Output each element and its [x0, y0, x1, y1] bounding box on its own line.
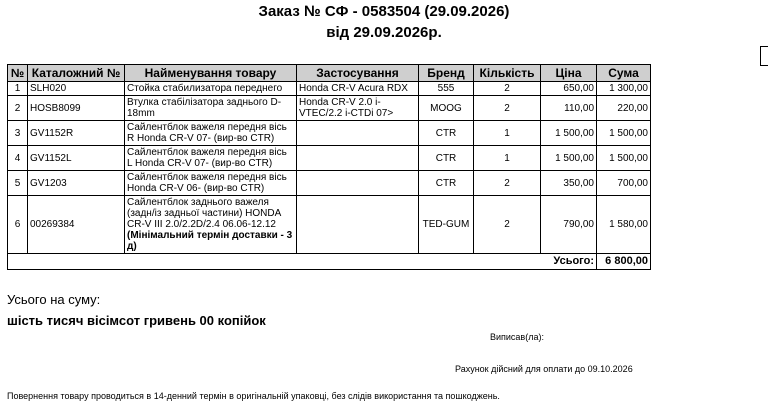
- row-catalog: HOSB8099: [28, 96, 125, 121]
- row-qty: 2: [474, 82, 541, 96]
- row-name: Стойка стабилизатора переднего: [125, 82, 297, 96]
- col-header-qty: Кількість: [474, 65, 541, 82]
- delivery-note: (Мінімальний термін доставки - 3 д): [127, 230, 293, 252]
- col-header-application: Застосування: [297, 65, 419, 82]
- row-sum: 1 580,00: [597, 196, 651, 254]
- row-num: 6: [8, 196, 28, 254]
- row-application: [297, 146, 419, 171]
- row-name-cell: [125, 196, 297, 254]
- total-value: 6 800,00: [597, 254, 651, 270]
- row-brand: TED-GUM: [419, 196, 474, 254]
- row-num: 4: [8, 146, 28, 171]
- row-application: [297, 196, 419, 254]
- row-sum: 1 300,00: [597, 82, 651, 96]
- row-price: 350,00: [541, 171, 597, 196]
- row-sum: 1 500,00: [597, 146, 651, 171]
- row-application: Honda CR-V Acura RDX: [297, 82, 419, 96]
- total-label: Усього:: [8, 254, 597, 270]
- row-qty: 1: [474, 121, 541, 146]
- table-row: [8, 146, 651, 171]
- row-name: Сайлентблок важеля передня вісь L Honda CR-V 07- (вир-во CTR): [125, 146, 297, 171]
- col-header-catalog: Каталожний №: [28, 65, 125, 82]
- row-catalog: GV1152L: [28, 146, 125, 171]
- row-num: 1: [8, 82, 28, 96]
- row-brand: CTR: [419, 146, 474, 171]
- invoice-date: від 29.09.2026р.: [326, 24, 442, 41]
- table-row: [8, 82, 651, 96]
- invoice-title: Заказ № СФ - 0583504 (29.09.2026): [258, 3, 510, 20]
- row-application: [297, 171, 419, 196]
- issued-by-label: Виписав(ла):: [490, 332, 544, 342]
- row-brand: CTR: [419, 171, 474, 196]
- col-header-price: Ціна: [541, 65, 597, 82]
- table-row: [8, 196, 651, 254]
- sum-label: Усього на суму:: [7, 292, 101, 307]
- col-header-name: Найменування товару: [125, 65, 297, 82]
- row-application: Honda CR-V 2.0 i-VTEC/2.2 i-CTDi 07>: [297, 96, 419, 121]
- row-qty: 2: [474, 196, 541, 254]
- row-catalog: 00269384: [28, 196, 125, 254]
- row-qty: 2: [474, 96, 541, 121]
- row-sum: 700,00: [597, 171, 651, 196]
- row-num: 2: [8, 96, 28, 121]
- total-row: [8, 254, 651, 270]
- row-name: Сайлентблок важеля передня вісь R Honda CR-V 07- (вир-во CTR): [125, 121, 297, 146]
- row-catalog: GV1152R: [28, 121, 125, 146]
- table-row: [8, 171, 651, 196]
- sum-in-words: шість тисяч вісімсот гривень 00 копійок: [7, 313, 266, 328]
- row-num: 5: [8, 171, 28, 196]
- row-brand: CTR: [419, 121, 474, 146]
- row-catalog: GV1203: [28, 171, 125, 196]
- table-row: [8, 96, 651, 121]
- col-header-sum: Сума: [597, 65, 651, 82]
- row-sum: 220,00: [597, 96, 651, 121]
- row-num: 3: [8, 121, 28, 146]
- col-header-brand: Бренд: [419, 65, 474, 82]
- row-price: 650,00: [541, 82, 597, 96]
- row-brand: 555: [419, 82, 474, 96]
- row-application: [297, 121, 419, 146]
- row-qty: 2: [474, 171, 541, 196]
- row-brand: MOOG: [419, 96, 474, 121]
- row-catalog: SLH020: [28, 82, 125, 96]
- row-price: 790,00: [541, 196, 597, 254]
- row-name: Сайлентблок заднього важеля (задн/із задньої частини) HONDA CR-V III 2.0/2.2D/2.4 06.06-12.12: [127, 197, 281, 230]
- return-policy-note: Повернення товару проводиться в 14-денний термін в оригінальній упаковці, без слідів використання та пошкоджень.: [7, 391, 500, 401]
- row-name: Сайлентблок важеля передня вісь Honda CR-V 06- (вир-во CTR): [125, 171, 297, 196]
- row-price: 1 500,00: [541, 121, 597, 146]
- page-edge-marker: [760, 46, 768, 66]
- valid-until-text: Рахунок дійсний для оплати до 09.10.2026: [455, 364, 633, 374]
- table-row: [8, 121, 651, 146]
- row-name: Втулка стабілізатора заднього D-18mm: [125, 96, 297, 121]
- row-qty: 1: [474, 146, 541, 171]
- table-header-row: [8, 65, 651, 82]
- invoice-table: [7, 64, 651, 270]
- row-price: 110,00: [541, 96, 597, 121]
- row-sum: 1 500,00: [597, 121, 651, 146]
- col-header-num: №: [8, 65, 28, 82]
- row-price: 1 500,00: [541, 146, 597, 171]
